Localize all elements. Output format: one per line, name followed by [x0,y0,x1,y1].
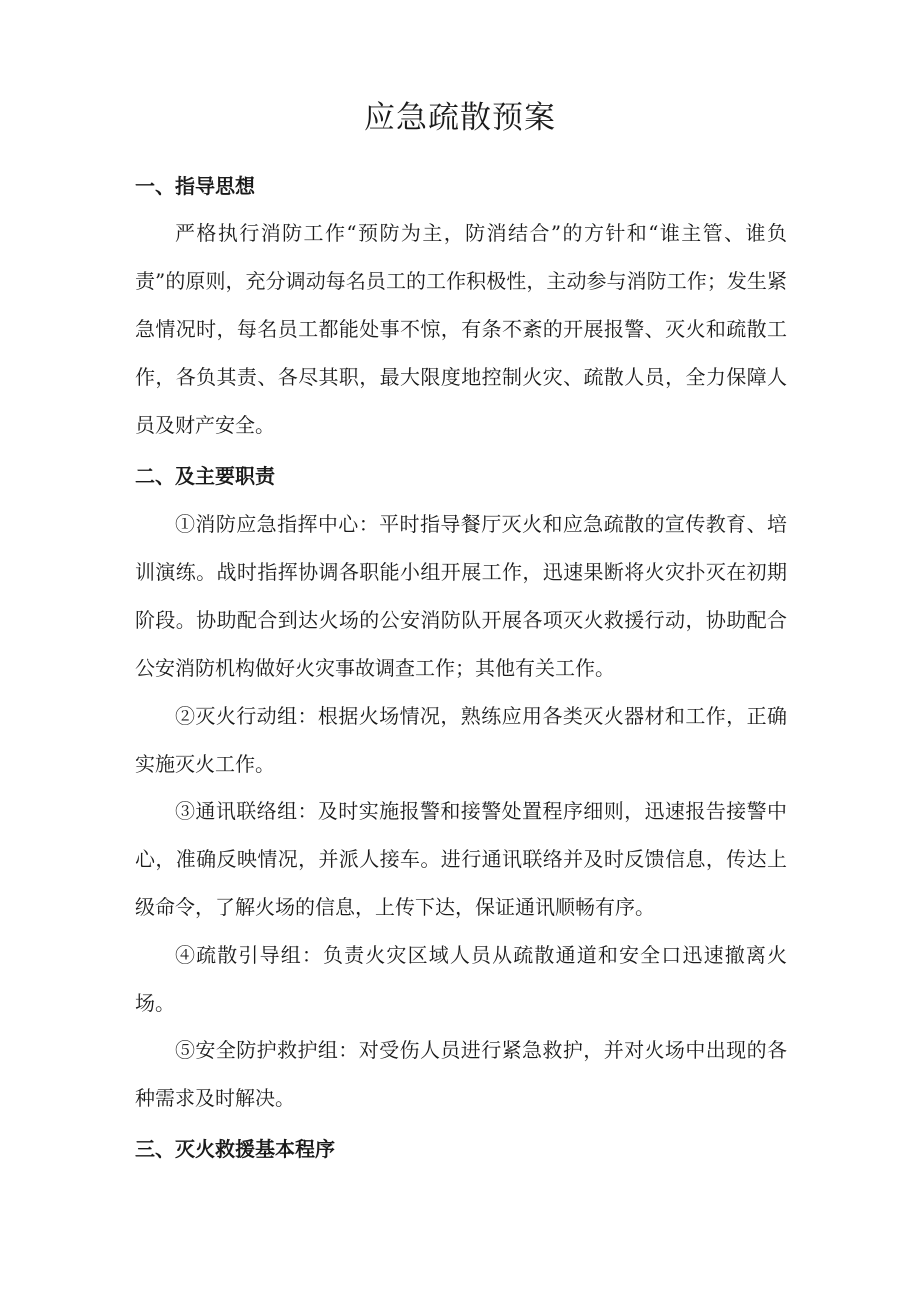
paragraph-duty-command-center: ①消防应急指挥中心：平时指导餐厅灭火和应急疏散的宣传教育、培训演练。战时指挥协调各职能小组开展工作，迅速果断将火灾扑灭在初期阶段。协助配合到达火场的公安消防队开展各项灭火救援行动，协助配合公安消防机构做好火灾事故调查工作；其他有关工作。 [135,512,787,680]
paragraph-duty-safety-rescue-team: ⑤安全防护救护组：对受伤人员进行紧急救护，并对火场中出现的各种需求及时解决。 [135,1038,787,1110]
section-heading-guiding-thought: 一、指导思想 [135,174,255,198]
paragraph-duty-communication-team: ③通讯联络组：及时实施报警和接警处置程序细则，迅速报告接警中心，准确反映情况，并派人接车。进行通讯联络并及时反馈信息，传达上级命令，了解火场的信息，上传下达，保证通讯顺畅有序。 [135,799,787,919]
document-title: 应急疏散预案 [364,100,556,136]
section-heading-main-duties: 二、及主要职责 [135,464,275,488]
paragraph-duty-firefighting-team: ②灭火行动组：根据火场情况，熟练应用各类灭火器材和工作，正确实施灭火工作。 [135,704,787,776]
paragraph-duty-evacuation-team: ④疏散引导组：负责火灾区域人员从疏散通道和安全口迅速撤离火场。 [135,943,787,1015]
section-heading-rescue-procedure: 三、灭火救援基本程序 [135,1137,335,1161]
paragraph-guiding-thought: 严格执行消防工作“预防为主，防消结合”的方针和“谁主管、谁负责”的原则，充分调动每名员工的工作积极性，主动参与消防工作；发生紧急情况时，每名员工都能处事不惊，有条不紊的开展报警、灭火和疏散工作，各负其责、各尽其职，最大限度地控制火灾、疏散人员，全力保障人员及财产安全。 [135,221,787,437]
